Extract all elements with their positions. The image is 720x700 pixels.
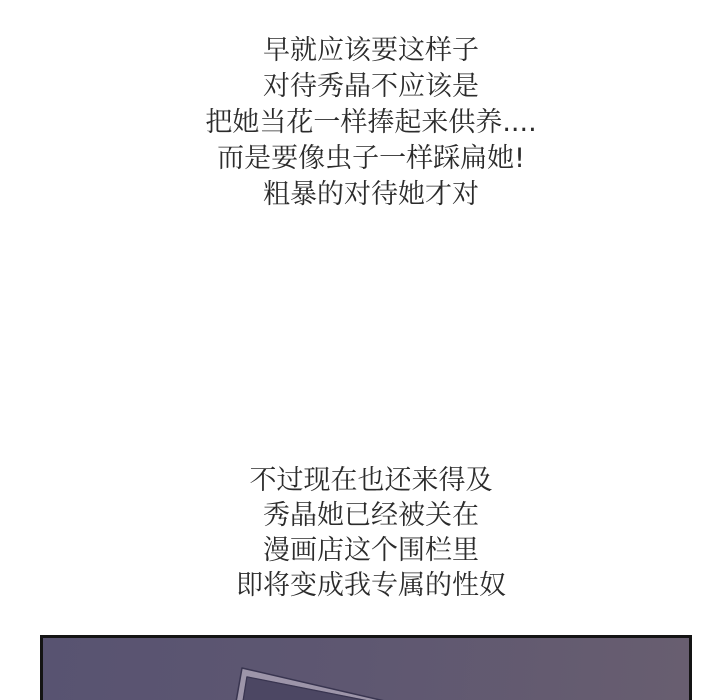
narration-bottom	[11, 463, 720, 603]
narration-line: 漫画店这个围栏里	[263, 535, 479, 566]
narration-top	[11, 33, 720, 213]
narration-line: 即将变成我专属的性奴	[236, 570, 506, 601]
narration-line: 而是要像虫子一样踩扁她!	[217, 143, 525, 174]
narration-line: 粗暴的对待她才对	[263, 179, 479, 210]
panel-illustration	[43, 638, 689, 700]
comic-panel	[40, 635, 692, 700]
narration-line: 不过现在也还来得及	[249, 465, 493, 496]
narration-line: 对待秀晶不应该是	[263, 71, 479, 102]
narration-line: 秀晶她已经被关在	[263, 500, 479, 531]
narration-line: 把她当花一样捧起来供养....	[205, 107, 537, 138]
narration-line: 早就应该要这样子	[263, 35, 479, 66]
